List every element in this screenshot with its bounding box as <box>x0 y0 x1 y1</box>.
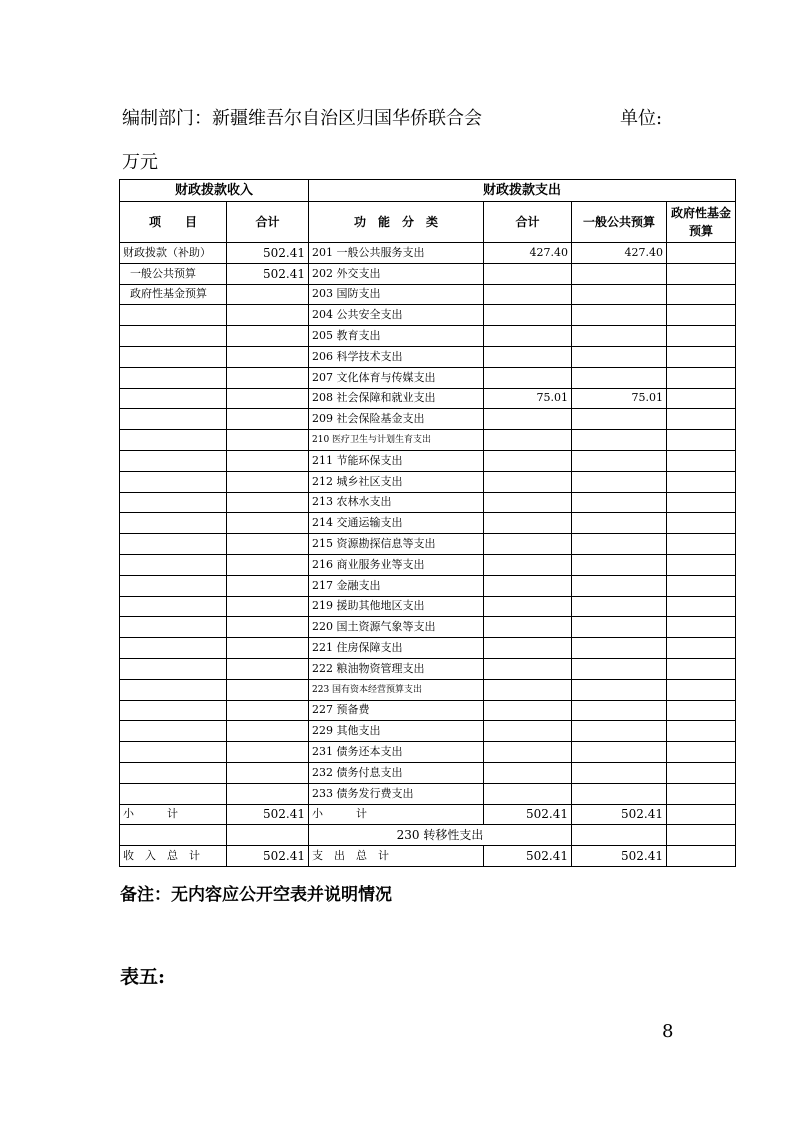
income-total <box>227 430 309 451</box>
income-item <box>120 367 227 388</box>
fund <box>667 721 736 742</box>
func-label: 219 援助其他地区支出 <box>309 596 484 617</box>
fund <box>667 700 736 721</box>
general <box>572 679 667 700</box>
income-item <box>120 346 227 367</box>
income-item <box>120 388 227 409</box>
func-label: 212 城乡社区支出 <box>309 471 484 492</box>
fund <box>667 243 736 264</box>
transfer-empty-3 <box>572 825 667 846</box>
income-item <box>120 513 227 534</box>
func-label: 202 外交支出 <box>309 263 484 284</box>
income-total <box>227 554 309 575</box>
func-label: 214 交通运输支出 <box>309 513 484 534</box>
total <box>484 367 572 388</box>
income-total <box>227 700 309 721</box>
fund <box>667 388 736 409</box>
table-row <box>120 471 736 492</box>
fund <box>667 305 736 326</box>
transfer-empty-1 <box>120 825 227 846</box>
fund <box>667 783 736 804</box>
general <box>572 471 667 492</box>
total <box>484 679 572 700</box>
income-total <box>227 596 309 617</box>
table-header-row-1 <box>120 180 736 202</box>
general <box>572 742 667 763</box>
general <box>572 638 667 659</box>
income-total <box>227 471 309 492</box>
total <box>484 409 572 430</box>
func-label: 233 债务发行费支出 <box>309 783 484 804</box>
func-label: 201 一般公共服务支出 <box>309 243 484 264</box>
general <box>572 575 667 596</box>
income-total <box>227 346 309 367</box>
income-item <box>120 783 227 804</box>
general <box>572 554 667 575</box>
income-item <box>120 409 227 430</box>
fund <box>667 679 736 700</box>
func-label: 222 粮油物资管理支出 <box>309 658 484 679</box>
table-row <box>120 534 736 555</box>
total <box>484 783 572 804</box>
income-item <box>120 721 227 742</box>
page-number: 8 <box>662 1021 674 1042</box>
income-item <box>120 305 227 326</box>
table-row <box>120 367 736 388</box>
general <box>572 700 667 721</box>
table-row <box>120 596 736 617</box>
total <box>484 263 572 284</box>
func-label: 203 国防支出 <box>309 284 484 305</box>
col-general: 一般公共预算 <box>572 202 667 243</box>
subtotal-income-label: 小 计 <box>120 804 227 825</box>
col-total: 合计 <box>227 202 309 243</box>
general <box>572 534 667 555</box>
func-label: 206 科学技术支出 <box>309 346 484 367</box>
total <box>484 492 572 513</box>
income-total <box>227 326 309 347</box>
grand-income-total: 502.41 <box>227 846 309 867</box>
general <box>572 450 667 471</box>
fund <box>667 617 736 638</box>
income-item: 财政拨款（补助） <box>120 243 227 264</box>
income-item <box>120 326 227 347</box>
total <box>484 513 572 534</box>
func-label: 221 住房保障支出 <box>309 638 484 659</box>
total <box>484 575 572 596</box>
total <box>484 742 572 763</box>
func-label: 229 其他支出 <box>309 721 484 742</box>
general <box>572 367 667 388</box>
income-total <box>227 513 309 534</box>
income-item <box>120 596 227 617</box>
total <box>484 305 572 326</box>
general <box>572 513 667 534</box>
income-total <box>227 721 309 742</box>
general <box>572 326 667 347</box>
total <box>484 617 572 638</box>
total <box>484 450 572 471</box>
fund <box>667 450 736 471</box>
income-item <box>120 554 227 575</box>
income-item <box>120 617 227 638</box>
income-total <box>227 534 309 555</box>
table-row <box>120 762 736 783</box>
col-func: 功 能 分 类 <box>309 202 484 243</box>
income-item: 一般公共预算 <box>120 263 227 284</box>
table-header-row-2 <box>120 202 736 243</box>
income-item <box>120 534 227 555</box>
fund <box>667 762 736 783</box>
table-row <box>120 326 736 347</box>
income-item <box>120 658 227 679</box>
fund <box>667 575 736 596</box>
income-total <box>227 783 309 804</box>
fund <box>667 658 736 679</box>
income-item <box>120 430 227 451</box>
func-label: 213 农林水支出 <box>309 492 484 513</box>
income-total <box>227 638 309 659</box>
fund <box>667 596 736 617</box>
income-total <box>227 305 309 326</box>
grand-total: 502.41 <box>484 846 572 867</box>
general <box>572 263 667 284</box>
func-label: 216 商业服务业等支出 <box>309 554 484 575</box>
income-item <box>120 450 227 471</box>
income-total <box>227 658 309 679</box>
total <box>484 326 572 347</box>
grand-general: 502.41 <box>572 846 667 867</box>
total <box>484 430 572 451</box>
general <box>572 492 667 513</box>
table-row <box>120 284 736 305</box>
header-line <box>122 104 682 130</box>
grand-label: 支 出 总 计 <box>309 846 484 867</box>
table-row <box>120 263 736 284</box>
transfer-empty-2 <box>227 825 309 846</box>
total <box>484 471 572 492</box>
fund <box>667 263 736 284</box>
func-label: 207 文化体育与传媒支出 <box>309 367 484 388</box>
func-label: 231 债务还本支出 <box>309 742 484 763</box>
general <box>572 658 667 679</box>
table-row <box>120 554 736 575</box>
income-title: 财政拨款收入 <box>120 180 309 202</box>
fund <box>667 492 736 513</box>
income-total <box>227 617 309 638</box>
fund <box>667 284 736 305</box>
total <box>484 346 572 367</box>
transfer-empty-4 <box>667 825 736 846</box>
income-total <box>227 409 309 430</box>
general <box>572 783 667 804</box>
total <box>484 554 572 575</box>
subtotal-general: 502.41 <box>572 804 667 825</box>
subtotal-income-total: 502.41 <box>227 804 309 825</box>
fund <box>667 554 736 575</box>
fund <box>667 742 736 763</box>
total: 427.40 <box>484 243 572 264</box>
total <box>484 638 572 659</box>
func-label: 220 国土资源气象等支出 <box>309 617 484 638</box>
total <box>484 284 572 305</box>
col-fund: 政府性基金预算 <box>667 202 736 243</box>
table-row <box>120 492 736 513</box>
fund <box>667 638 736 659</box>
general: 75.01 <box>572 388 667 409</box>
grand-income-label: 收 入 总 计 <box>120 846 227 867</box>
income-total <box>227 388 309 409</box>
fund <box>667 513 736 534</box>
func-label: 223 国有资本经营预算支出 <box>309 679 484 700</box>
note: 备注：无内容应公开空表并说明情况 <box>120 885 392 905</box>
func-label: 227 预备费 <box>309 700 484 721</box>
total <box>484 762 572 783</box>
subtotal-label: 小 计 <box>309 804 484 825</box>
total <box>484 658 572 679</box>
table-row <box>120 430 736 451</box>
general: 427.40 <box>572 243 667 264</box>
income-total <box>227 762 309 783</box>
transfer-label: 230 转移性支出 <box>309 825 572 846</box>
total <box>484 534 572 555</box>
table-row <box>120 617 736 638</box>
table-row <box>120 679 736 700</box>
income-total <box>227 450 309 471</box>
table-row <box>120 450 736 471</box>
income-item <box>120 700 227 721</box>
general <box>572 346 667 367</box>
total <box>484 721 572 742</box>
func-label: 232 债务付息支出 <box>309 762 484 783</box>
income-total <box>227 575 309 596</box>
general <box>572 430 667 451</box>
general <box>572 409 667 430</box>
fund <box>667 409 736 430</box>
income-total <box>227 742 309 763</box>
table-row <box>120 388 736 409</box>
transfer-row <box>120 825 736 846</box>
general <box>572 284 667 305</box>
budget-table <box>119 179 736 867</box>
fund <box>667 471 736 492</box>
subtotal-row <box>120 804 736 825</box>
income-item <box>120 471 227 492</box>
income-total <box>227 284 309 305</box>
func-label: 204 公共安全支出 <box>309 305 484 326</box>
table-row <box>120 575 736 596</box>
table-row <box>120 346 736 367</box>
income-total: 502.41 <box>227 243 309 264</box>
func-label: 211 节能环保支出 <box>309 450 484 471</box>
general <box>572 596 667 617</box>
total: 75.01 <box>484 388 572 409</box>
table-row <box>120 721 736 742</box>
func-label: 217 金融支出 <box>309 575 484 596</box>
table-row <box>120 243 736 264</box>
total <box>484 700 572 721</box>
income-item <box>120 679 227 700</box>
grand-total-row <box>120 846 736 867</box>
fund <box>667 367 736 388</box>
expense-title: 财政拨款支出 <box>309 180 736 202</box>
income-total <box>227 492 309 513</box>
table-row <box>120 409 736 430</box>
general <box>572 617 667 638</box>
func-label: 209 社会保险基金支出 <box>309 409 484 430</box>
table-row <box>120 658 736 679</box>
income-item <box>120 762 227 783</box>
income-total: 502.41 <box>227 263 309 284</box>
table-row <box>120 700 736 721</box>
table-row <box>120 742 736 763</box>
total <box>484 596 572 617</box>
table-row <box>120 638 736 659</box>
unit-value: 万元 <box>122 152 158 173</box>
func-label: 215 资源勘探信息等支出 <box>309 534 484 555</box>
func-label: 210 医疗卫生与计划生育支出 <box>309 430 484 451</box>
income-item: 政府性基金预算 <box>120 284 227 305</box>
col-item: 项 目 <box>120 202 227 243</box>
income-item <box>120 492 227 513</box>
unit-label: 单位: <box>620 108 663 129</box>
table-row <box>120 305 736 326</box>
grand-fund <box>667 846 736 867</box>
subtotal-fund <box>667 804 736 825</box>
income-item <box>120 638 227 659</box>
fund <box>667 430 736 451</box>
income-item <box>120 742 227 763</box>
func-label: 205 教育支出 <box>309 326 484 347</box>
income-item <box>120 575 227 596</box>
income-total <box>227 679 309 700</box>
dept-label: 编制部门： <box>122 108 212 129</box>
table5-label: 表五: <box>120 966 166 988</box>
income-total <box>227 367 309 388</box>
col-total2: 合计 <box>484 202 572 243</box>
fund <box>667 326 736 347</box>
dept-name: 新疆维吾尔自治区归国华侨联合会 <box>212 108 482 129</box>
general <box>572 305 667 326</box>
general <box>572 762 667 783</box>
subtotal-total: 502.41 <box>484 804 572 825</box>
func-label: 208 社会保障和就业支出 <box>309 388 484 409</box>
table-row <box>120 783 736 804</box>
table-row <box>120 513 736 534</box>
fund <box>667 534 736 555</box>
fund <box>667 346 736 367</box>
general <box>572 721 667 742</box>
